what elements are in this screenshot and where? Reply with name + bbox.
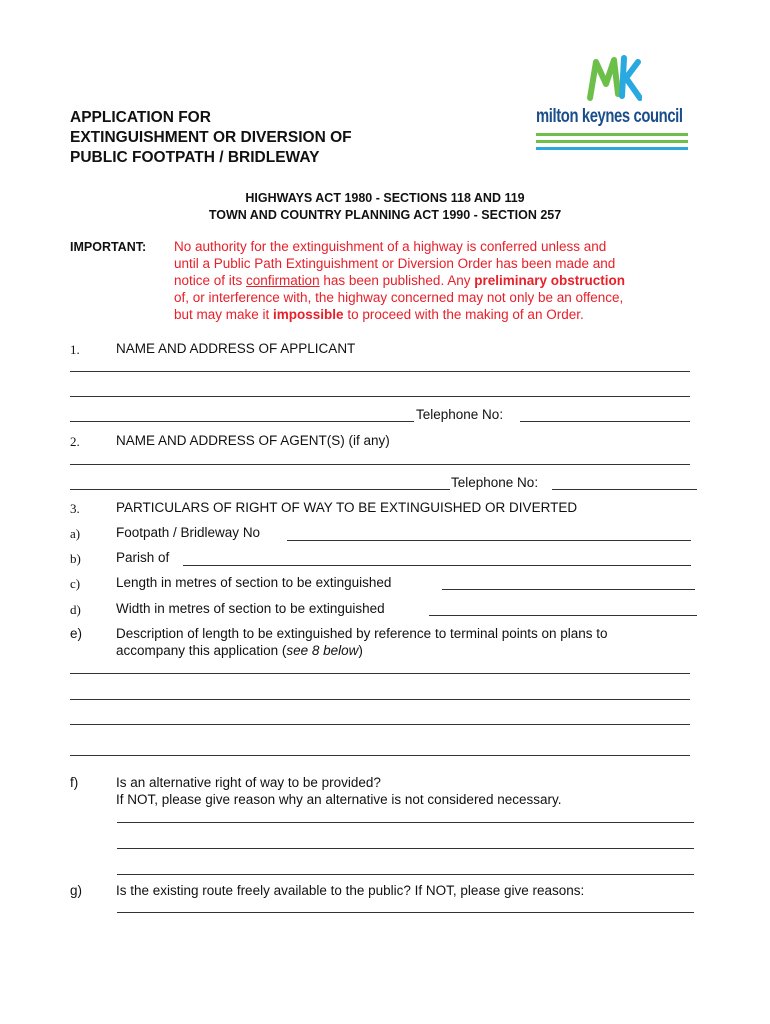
section-3-number: 3.	[70, 501, 80, 516]
description-line-4[interactable]	[70, 755, 690, 756]
important-line-5	[174, 306, 714, 323]
item-b-label: Parish of	[116, 550, 170, 565]
applicant-line-1[interactable]	[70, 371, 690, 372]
item-f-number: f)	[70, 775, 79, 790]
section-1-label: NAME AND ADDRESS OF APPLICANT	[116, 341, 356, 356]
item-d-label: Width in metres of section to be extinguished	[116, 601, 385, 616]
item-c-label: Length in metres of section to be extinguished	[116, 575, 392, 590]
parish-field[interactable]	[183, 565, 691, 566]
important-line-1: No authority for the extinguishment of a highway is conferred unless and	[174, 239, 607, 254]
important-line-5-post: to proceed with the making of an Order.	[343, 307, 584, 322]
see-8-below-italic: see 8 below	[286, 643, 359, 658]
title-line-1: APPLICATION FOR	[70, 109, 211, 126]
important-line-3	[174, 272, 714, 289]
council-logo	[536, 54, 688, 154]
section-1-number: 1.	[70, 342, 80, 357]
footpath-number-field[interactable]	[287, 540, 691, 541]
logo-wordmark: milton keynes council	[536, 106, 683, 127]
important-line-3-mid: has been published. Any	[319, 273, 475, 288]
impossible-bold: impossible	[273, 307, 344, 322]
title-line-3: PUBLIC FOOTPATH / BRIDLEWAY	[70, 149, 320, 166]
item-a-number: a)	[70, 526, 81, 541]
length-field[interactable]	[442, 589, 695, 590]
item-f-line-2: If NOT, please give reason why an alternative is not considered necessary.	[116, 792, 562, 807]
description-line-1[interactable]	[70, 673, 690, 674]
applicant-telephone-label: Telephone No:	[416, 407, 504, 422]
mk-logo-icon	[586, 54, 642, 102]
alternative-line-1[interactable]	[117, 822, 694, 823]
section-3-label: PARTICULARS OF RIGHT OF WAY TO BE EXTINGUISHED OR DIVERTED	[116, 500, 578, 515]
important-line-3-pre: notice of its	[174, 273, 247, 288]
logo-green-bar	[536, 133, 688, 136]
title-line-2: EXTINGUISHMENT OR DIVERSION OF	[70, 129, 352, 146]
applicant-telephone-field[interactable]	[520, 421, 690, 422]
item-b-number: b)	[70, 551, 81, 566]
item-c-number: c)	[70, 576, 81, 591]
section-2-label: NAME AND ADDRESS OF AGENT(S) (if any)	[116, 433, 390, 448]
logo-green-bar-2	[536, 140, 688, 143]
item-e-line-1: Description of length to be extinguished by reference to terminal points on plans to	[116, 626, 608, 641]
form-title	[70, 108, 352, 168]
alternative-line-3[interactable]	[117, 874, 694, 875]
acts-heading	[0, 190, 770, 224]
important-line-4: of, or interference with, the highway concerned may not only be an offence,	[174, 290, 624, 305]
act-line-1: HIGHWAYS ACT 1980 - SECTIONS 118 AND 119	[245, 191, 525, 205]
item-g-line-1: Is the existing route freely available to the public? If NOT, please give reasons:	[116, 883, 585, 898]
item-d-number: d)	[70, 602, 81, 617]
agent-telephone-field[interactable]	[552, 489, 697, 490]
item-e-line-2	[116, 643, 363, 658]
item-g-number: g)	[70, 883, 83, 898]
important-line-2: until a Public Path Extinguishment or Diversion Order has been made and	[174, 256, 616, 271]
description-line-2[interactable]	[70, 699, 690, 700]
agent-telephone-label: Telephone No:	[451, 475, 539, 490]
important-label: IMPORTANT:	[70, 240, 147, 254]
availability-line-1[interactable]	[117, 912, 694, 913]
description-line-3[interactable]	[70, 724, 690, 725]
important-line-5-pre: but may make it	[174, 307, 274, 322]
item-a-label: Footpath / Bridleway No	[116, 525, 261, 540]
act-line-2: TOWN AND COUNTRY PLANNING ACT 1990 - SECTION 257	[208, 208, 562, 222]
agent-line-1[interactable]	[70, 464, 690, 465]
important-notice	[174, 238, 714, 323]
confirmation-underlined: confirmation	[246, 273, 320, 288]
alternative-line-2[interactable]	[117, 848, 694, 849]
section-2-number: 2.	[70, 434, 80, 449]
agent-line-2[interactable]	[70, 489, 450, 490]
item-e-line-2-post: )	[358, 643, 363, 658]
applicant-line-2[interactable]	[70, 396, 690, 397]
applicant-line-3[interactable]	[70, 421, 414, 422]
width-field[interactable]	[429, 615, 697, 616]
logo-blue-bar	[536, 147, 688, 150]
item-e-number: e)	[70, 626, 83, 641]
item-e-line-2-pre: accompany this application (	[116, 643, 287, 658]
preliminary-obstruction-bold: preliminary obstruction	[474, 273, 625, 288]
item-f-line-1: Is an alternative right of way to be provided?	[116, 775, 381, 790]
